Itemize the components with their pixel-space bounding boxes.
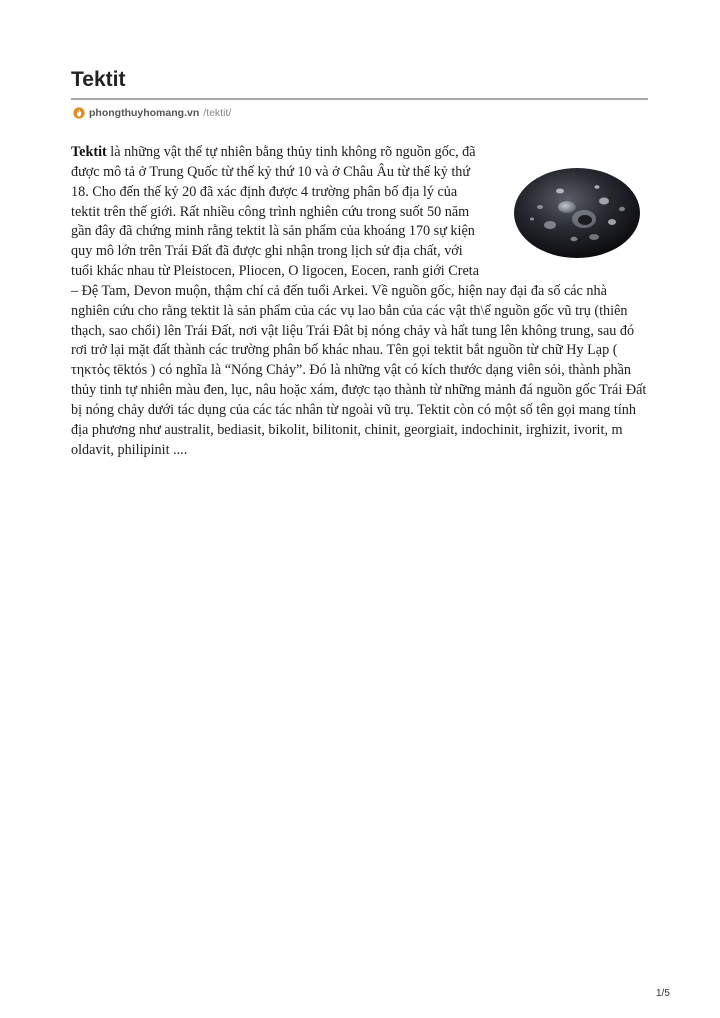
page-title: Tektit <box>71 68 126 91</box>
title-divider <box>71 98 648 100</box>
tektite-photo <box>512 167 642 259</box>
article-lead-term: Tektit <box>71 144 107 160</box>
source-site-link[interactable]: phongthuyhomang.vn <box>89 107 200 119</box>
article-body <box>71 143 648 461</box>
source-path: /tektit/ <box>203 107 232 119</box>
article-text: là những vật thể tự nhiên bằng thủy tinh không rõ nguồn gốc, đã được mô tả ở Trung Quốc từ thế kỷ thứ 10 và ở Châu Âu từ thế kỷ thứ 18. Cho đến thế kỷ 20 đã xác định được 4 trường phân bố địa lý của tektit trên thế giới. Rất nhiều công trình nghiên cứu trong suốt 50 năm gần đây đã chứng minh rằng tektit là sản phẩm của khoáng 170 sự kiện quy mô lớn trên Trái Đất đã được ghi nhận trong lịch sử địa chất, với tuổi khác nhau từ Pleistocen, Pliocen, O ligocen, Eocen, ranh giới Creta – Đệ Tam, Devon muộn, thậm chí cả đến tuổi Arkei. Về nguồn gốc, hiện nay đại đa số các nhà nghiên cứu cho rằng tektit là sản phẩm của các vụ lao bắn của các vật th\ể nguồn gốc vũ trụ (thiên thạch, sao chổi) lên Trái Đất, nơi vật liệu Trái Đât bị nóng chảy và hất tung lên không trung, sau đó rơi trở lại mặt đất thành các trường phân bố khác nhau. Tên gọi tektit bắt nguồn từ chữ Hy Lạp ( τηκτὀς tēktós ) có nghĩa là “Nóng Chảy”. Đó là những vật có kích thước dạng viên sỏi, thành phần thủy tinh tự nhiên màu đen, lục, nâu hoặc xám, được tạo thành từ những mảnh đá nguồn gốc Trái Đất bị nóng chảy dưới tác dụng của các tác nhân từ ngoài vũ trụ. Tektit còn có một số tên gọi mang tính địa phương như australit, bediasit, bikolit, bilitonit, chinit, georgiait, indochinit, irghizit, ivorit, m oldavit, philipinit .... <box>71 144 647 458</box>
source-line <box>73 106 231 120</box>
site-favicon-icon <box>73 107 85 119</box>
page-number: 1/5 <box>656 988 670 999</box>
